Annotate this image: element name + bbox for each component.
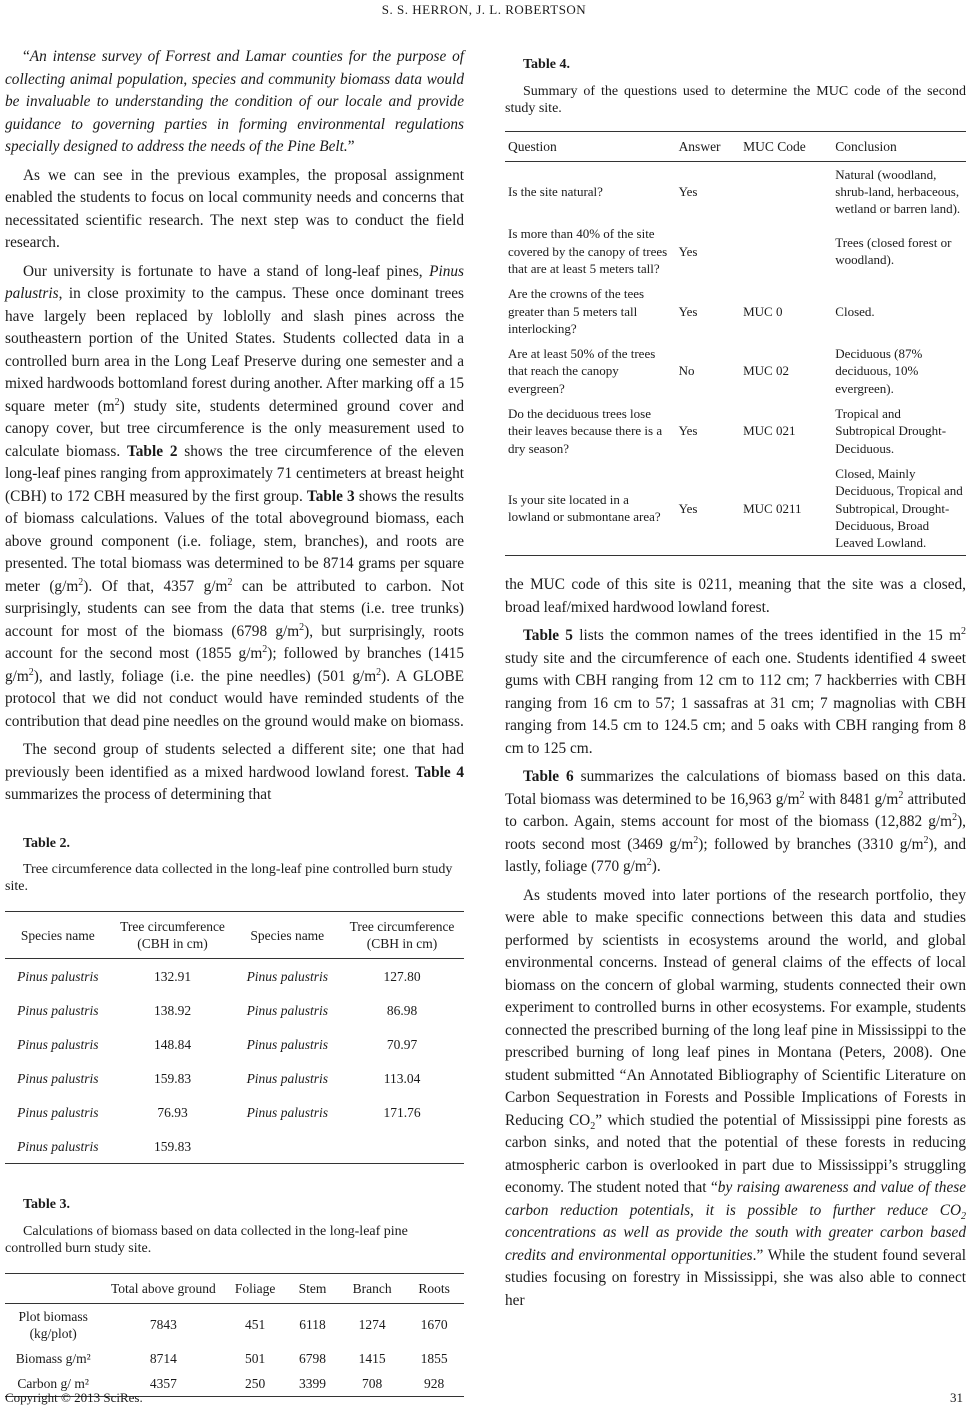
paragraph: The second group of students selected a different site; one that had previously been identified as a mixed hardwood lowland forest. Table 4 summarizes the process of determining that [5,741,465,803]
table-header-cell: Tree circumference (CBH in cm) [340,912,464,959]
table-row [505,161,966,221]
table-cell: Deciduous (87% deciduous, 10% evergreen). [835,346,923,396]
table-header-cell: Species name [5,912,111,959]
table-cell: 1670 [420,1317,448,1332]
table-cell: Is your site located in a lowland or submontane area? [505,461,676,556]
table-cell: 138.92 [153,1002,192,1018]
table-cell: 113.04 [383,1070,421,1086]
table-row [505,221,966,281]
table-cell: Natural (woodland, shrub-land, herbaceous, wetland or barren land). [835,166,961,217]
table-header-cell [5,1273,101,1303]
table-header-row [5,1273,464,1303]
table-cell: Pinus palustris [246,1036,328,1052]
table3-caption: Calculations of biomass based on data collected in the long-leaf pine controlled burn study site. [5,1223,408,1256]
table-header-cell: MUC Code [740,131,832,161]
table-cell: 6118 [299,1317,326,1332]
table-cell: Pinus palustris [17,1036,99,1052]
table-header-cell: Total above ground [101,1273,225,1303]
table-cell: 1415 [358,1350,386,1366]
table-cell [234,1129,340,1164]
table-cell: Pinus palustris [17,968,99,984]
table-cell: Pinus palustris [246,1104,328,1120]
paragraph: As we can see in the previous examples, the proposal assignment enabled the students to focus on local community needs and concerns that necessitated scientific research. The next step was to conduct the field research. [5,166,464,251]
table-row [505,341,966,401]
table-cell: 501 [245,1350,266,1366]
table-cell: Are the crowns of the tees greater than 5 meters tall interlocking? [508,286,645,336]
table-cell: 7843 [149,1317,177,1332]
table-header-cell: Foliage [225,1273,285,1303]
table-cell: Are at least 50% of the trees that reach the canopy evergreen? [508,346,656,396]
table-row [5,1346,464,1371]
paragraph: the MUC code of this site is 0211, meaning that the site was a closed, broad leaf/mixed hardwood lowland forest. [505,576,966,616]
table2-title: Table 2. [23,835,70,851]
table-cell: 250 [225,1371,285,1397]
table-cell: Pinus palustris [246,968,328,984]
table-cell: Yes [678,183,698,199]
left-column [5,46,464,1397]
paragraph: Our university is fortunate to have a stand of long-leaf pines, Pinus palustris, in close proximity to the campus. These once dominant trees have largely been replaced by loblolly and slash pines across the southeastern portion of the United States. Students collected data in a controlled burn area in the Long Leaf Preserve during one semester and a mixed hardwoods bottomland forest during another. After marking off a 15 square meter $(m^2)$ study site, students determined ground cover and canopy cover, but tree circumference is the only measurement used to calculate biomass. Table 2 shows the tree circumference of the eleven long-leaf pines ranging from approximately 71 centimeters at breast height (CBH) to 172 CBH measured by the first group. Table 3 shows the results of biomass calculations. Values of the total aboveground biomass, each above ground component (i.e. foliage, stem, branches), and roots are presented. The total biomass was determined to be 8714 grams per square meter $(g/m^2)$. Of that, 4357 $g/m^2$ can be attributed to carbon. Not surprisingly, students can see from the data that stems (i.e. tree trunks) account for most of the biomass (6798 $g/m^2$), but surprisingly, roots account for the second most (1855 $g/m^2$); followed by branches (1415 $g/m^2$), and lastly, foliage (i.e. the pine needles) (501 $g/m^2$). A GLOBE protocol that we did not conduct would have reminded students of the contribution that dead pine needles on the ground would make on biomass. [5,262,465,730]
table-row [505,401,966,461]
table-row [505,281,966,341]
table-header-cell: Tree circumference (CBH in cm) [111,912,235,959]
table-header-cell: Conclusion [832,131,966,161]
table-cell: 8714 [149,1350,177,1366]
table-cell [740,221,832,281]
table-header-row [505,131,966,161]
table-cell: 70.97 [386,1036,418,1052]
table-header-cell: Question [505,131,676,161]
table2-block [5,833,464,1165]
table-cell: Pinus palustris [17,1070,99,1086]
table-cell: Yes [678,303,698,319]
copyright-notice: Copyright © 2013 SciRes. [5,1390,143,1405]
table-cell: Is the site natural? [508,183,603,199]
table-row [5,1129,464,1164]
table-header-cell: Branch [340,1273,404,1303]
paragraph: As students moved into later portions of the research portfolio, they were able to make specific connections between this data and studies performed by scientists in ecosystems around the world, and global environmental concerns. Instead of general claims of the effects of local biomass on the concern of global warming, students connected their own experiment to controlled burns in other ecosystems. For example, students connected the prescribed burning of the long leaf pine in Mississippi to the prescribed burning of long leaf pines in Montana (Peters, 2008). One student submitted “An Annotated Bibliography of Scientific Literature on Carbon Sequestration in Forests and Possible Implications of Forests in Reducing $CO_2$” which studied the potential of Mississippi pine forests as carbon sinks, and noted that the potential of these forests in reducing atmospheric carbon is overlooked in part due to Mississippi’s struggling economy. The student noted that “by raising awareness and value of these carbon reduction potentials, it is possible to further reduce $CO_2$ concentrations as well as provide the south with greater carbon based credits and environmental opportunities.” While the student found several studies focusing on forestry in Mississippi, she was also able to connect her [505,886,966,1309]
table-cell: 76.93 [157,1104,188,1120]
right-body [505,574,966,1312]
table-row [5,1095,464,1129]
table-cell: Pinus palustris [5,1129,111,1164]
table-cell: 928 [404,1371,464,1397]
table-cell: MUC 02 [743,363,789,379]
table-header-cell: Stem [285,1273,340,1303]
table-cell: 708 [340,1371,404,1397]
table4-block [505,54,966,556]
table-cell: 86.98 [386,1002,418,1018]
table-cell: 1274 [358,1317,386,1332]
table-cell: Pinus palustris [246,1070,328,1086]
table-row [5,1027,464,1061]
table3-block [5,1194,464,1397]
table-cell: 159.83 [153,1070,192,1086]
table2 [5,911,464,1164]
table-cell: 1855 [420,1350,448,1366]
table-cell: 159.83 [111,1129,235,1164]
table-header-row [5,912,464,959]
table-cell: MUC 021 [743,423,796,439]
table3 [5,1273,464,1397]
table-cell: Closed, Mainly Deciduous, Tropical and Subtropical, Drought-Deciduous, Broad Leaved Lowland. [832,461,966,556]
table-header-cell: Roots [404,1273,464,1303]
table-cell: Biomass g/m² [15,1350,91,1366]
page-number: 31 [950,1390,963,1405]
table-cell: MUC 0211 [740,461,832,556]
table-cell: Closed. [835,303,875,319]
paragraph: Table 6 summarizes the calculations of biomass based on this data. Total biomass was determined to be 16,963 $g/m^2$ with 8481 $g/m^2$ attributed to carbon. Again, stems account for most of the biomass (12,882 $g/m^2$), roots second most (3469 $g/m^2$); followed by branches (3310 $g/m^2$), and lastly, foliage (770 $g/m^2$). [505,768,967,876]
table-cell: Yes [676,461,741,556]
table3-title: Table 3. [23,1197,70,1212]
table-cell: 4357 [101,1371,225,1397]
running-head: S. S. HERRON, J. L. ROBERTSON [381,2,587,17]
table-cell: Is more than 40% of the site covered by the canopy of trees that are at least 5 meters tall? [508,226,668,276]
table-cell: No [678,363,695,379]
table-cell: Pinus palustris [17,1002,99,1018]
quote-paragraph: “An intense survey of Forrest and Lamar counties for the purpose of collecting animal population, species and community biomass data would be invaluable to understanding the condition of our locale and provide guidance to governing parties in forming environmental regulations specially designed to address the needs of the Pine Belt.” [5,48,464,155]
table-header-cell: Species name [234,912,340,959]
table-row [5,959,464,994]
table-cell: 171.76 [383,1104,421,1120]
table4-title: Table 4. [523,57,570,72]
table-cell [340,1129,464,1164]
table-cell: Do the deciduous trees lose their leaves because there is a dry season? [508,406,663,456]
right-column [505,46,966,1318]
table-cell: 451 [245,1317,266,1332]
table2-caption: Tree circumference data collected in the long-leaf pine controlled burn study site. [5,862,453,894]
table-cell: 132.91 [153,968,192,984]
table-cell: Trees (closed forest or woodland). [835,235,952,268]
table-cell: 6798 [299,1350,326,1366]
table-cell: Tropical and Subtropical Drought-Deciduous. [835,406,947,456]
table-row [5,1303,464,1346]
table-cell: MUC 0 [743,303,783,319]
table-header-cell: Answer [676,131,741,161]
table-cell: Pinus palustris [17,1104,99,1120]
table-cell: Plot biomass (kg/plot) [18,1308,88,1341]
table-row [505,461,966,556]
table4 [505,131,966,557]
table-row [5,1061,464,1095]
table-cell: Carbon g/ m² [5,1371,101,1397]
table-cell: Pinus palustris [246,1002,328,1018]
table-cell: Yes [678,423,698,439]
table-cell: Yes [678,243,698,259]
table-cell: 148.84 [153,1036,192,1052]
table-cell: 3399 [285,1371,340,1397]
paragraph: Table 5 lists the common names of the trees identified in the 15 $m^2$ study site and the circumference of each one. Students identified 4 sweet gums with CBH ranging from 12 cm to 112 cm; 7 hackberries with CBH ranging from 16 cm to 57; 1 sassafras at 31 cm; 7 magnolias with CBH ranging from 14.5 cm to 124.5 cm; and 5 oaks with CBH ranging from 8 cm to 125 cm. [505,626,966,757]
table-row [5,993,464,1027]
table-cell: 127.80 [383,968,421,984]
table-cell [740,161,832,221]
table4-caption: Summary of the questions used to determine the MUC code of the second study site. [505,83,966,116]
